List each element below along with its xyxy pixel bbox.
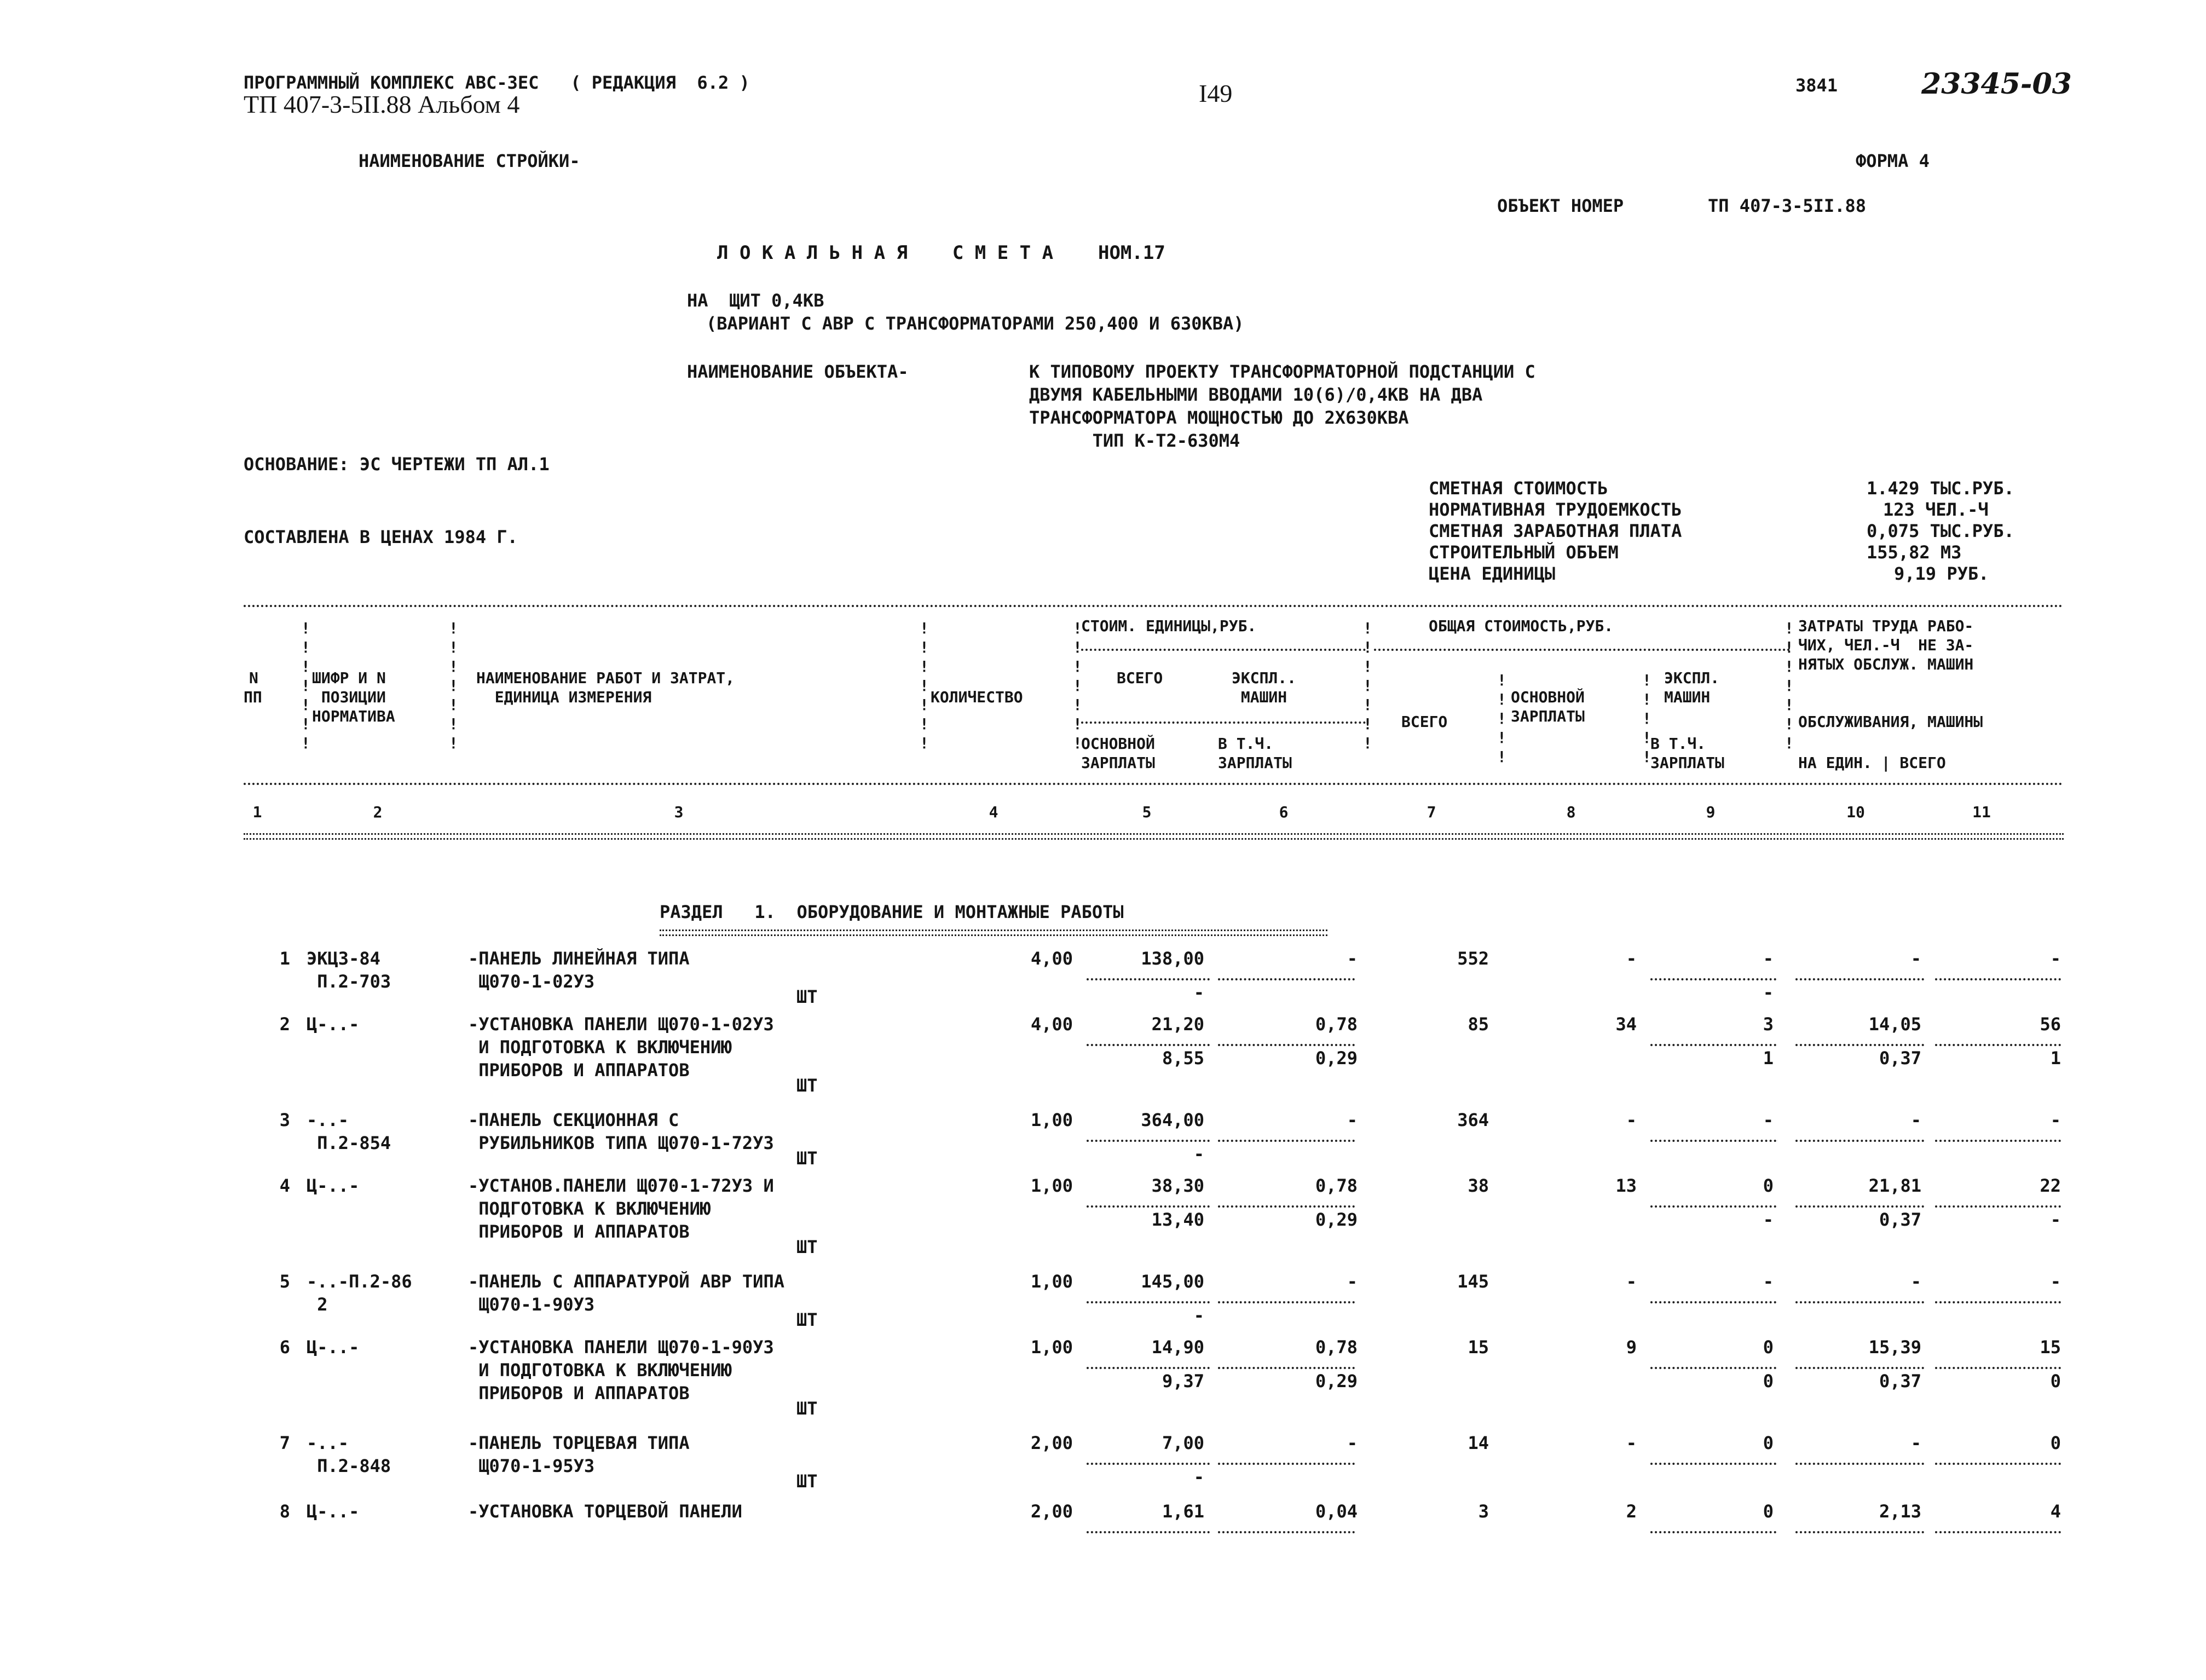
summary-label: НОРМАТИВНАЯ ТРУДОЕМКОСТЬ: [1429, 499, 1682, 520]
row-total: 14: [1468, 1433, 1489, 1453]
row-labor-unit: -: [1910, 1110, 1921, 1130]
row-total: 364: [1457, 1110, 1489, 1130]
row-labor-unit-wages: 0,37: [1879, 1048, 1921, 1069]
row-quantity: 2,00: [1030, 1433, 1073, 1453]
row-labor-total: -: [2050, 948, 2061, 969]
handwritten-number: 23345-03: [1921, 67, 2072, 101]
row-name: -ПАНЕЛЬ С АППАРАТУРОЙ АВР ТИПА: [468, 1271, 784, 1292]
col-number: 2: [373, 803, 383, 821]
row-name: И ПОДГОТОВКА К ВКЛЮЧЕНИЮ: [468, 1360, 732, 1381]
cell-divider-rule: [1650, 1301, 1776, 1303]
row-quantity: 1,00: [1030, 1337, 1073, 1358]
album-line: ТП 407-3-5II.88 Альбом 4: [244, 90, 520, 118]
row-number: 7: [279, 1433, 290, 1453]
row-unit-wages: -: [1193, 982, 1204, 1003]
col2-head-line: НОРМАТИВА: [312, 707, 395, 725]
row-labor-unit: 21,81: [1868, 1175, 1921, 1196]
row-name: Щ070-1-95У3: [468, 1456, 595, 1476]
row-base-wages: -: [1626, 1433, 1637, 1453]
row-labor-unit-wages: 0,37: [1879, 1371, 1921, 1392]
row-unit: ШТ: [796, 1309, 818, 1330]
col2-head-line: ШИФР И N: [312, 669, 386, 687]
row-name: ПРИБОРОВ И АППАРАТОВ: [468, 1383, 690, 1404]
labor-head-line: ЗАТРАТЫ ТРУДА РАБО-: [1798, 617, 1974, 635]
col-number: 11: [1972, 803, 1991, 821]
row-labor-total: 15: [2040, 1337, 2061, 1358]
row-total: 552: [1457, 948, 1489, 969]
cell-divider-rule: [1650, 1531, 1776, 1533]
row-number: 1: [279, 948, 290, 969]
row-unit-machines: 0,78: [1315, 1014, 1358, 1035]
row-unit: ШТ: [796, 1148, 818, 1169]
row-unit-wages: -: [1193, 1144, 1204, 1164]
summary-label: ЦЕНА ЕДИНИЦЫ: [1429, 563, 1556, 584]
header-rule-top: [244, 605, 2064, 607]
cell-divider-rule: [1087, 1531, 1210, 1533]
cell-divider-rule: [1935, 1531, 2061, 1533]
summary-value: 9,19 РУБ.: [1894, 563, 1989, 584]
row-labor-unit: 14,05: [1868, 1014, 1921, 1035]
row-labor-unit: -: [1910, 948, 1921, 969]
row-unit-machines: 0,78: [1315, 1337, 1358, 1358]
cell-divider-rule: [1218, 1140, 1355, 1142]
col9-head-line: ЗАРПЛАТЫ: [1650, 754, 1724, 772]
col6-bottom-head-line: В Т.Ч.: [1218, 735, 1274, 753]
row-unit-machines: -: [1347, 1271, 1358, 1292]
row-unit-machine-wages: 0,29: [1315, 1048, 1358, 1069]
row-base-wages: -: [1626, 1271, 1637, 1292]
col-separator: ! ! ! ! ! ! !: [301, 619, 310, 752]
cell-divider-rule: [1795, 1044, 1924, 1046]
cell-divider-rule: [1087, 1140, 1210, 1142]
cell-divider-rule: [1935, 1044, 2061, 1046]
cell-divider-rule: [1087, 978, 1210, 980]
col-number: 6: [1279, 803, 1289, 821]
row-machines: 0: [1763, 1337, 1774, 1358]
row-machines: 0: [1763, 1433, 1774, 1453]
page-number: I49: [1199, 79, 1233, 107]
row-name: -УСТАНОВ.ПАНЕЛИ Щ070-1-72У3 И: [468, 1175, 774, 1196]
object-number: ТП 407-3-5II.88: [1708, 195, 1866, 216]
col2-head-line: ПОЗИЦИИ: [312, 688, 386, 706]
row-machines: -: [1763, 1110, 1774, 1130]
row-machines: -: [1763, 948, 1774, 969]
cell-divider-rule: [1795, 1463, 1924, 1465]
row-quantity: 2,00: [1030, 1501, 1073, 1522]
col6-bottom-head-line: ЗАРПЛАТЫ: [1218, 754, 1292, 772]
row-code: ЭКЦ3-84: [307, 948, 380, 969]
form-label: ФОРМА 4: [1856, 151, 1930, 171]
header-rule-bottom: [244, 833, 2064, 840]
row-total: 3: [1478, 1501, 1489, 1522]
row-unit-machines: 0,04: [1315, 1501, 1358, 1522]
row-base-wages: 2: [1626, 1501, 1637, 1522]
row-labor-total-wages: 1: [2050, 1048, 2061, 1069]
labor-head-line: ОБСЛУЖИВАНИЯ, МАШИНЫ: [1798, 713, 1983, 731]
row-machine-wages: -: [1763, 1209, 1774, 1230]
row-unit-total: 38,30: [1151, 1175, 1204, 1196]
row-number: 4: [279, 1175, 290, 1196]
col1-head-line: ПП: [244, 688, 262, 706]
row-base-wages: -: [1626, 1110, 1637, 1130]
col8-head-line: ЗАРПЛАТЫ: [1511, 707, 1585, 725]
row-quantity: 4,00: [1030, 948, 1073, 969]
row-quantity: 1,00: [1030, 1271, 1073, 1292]
labor-head-line: НА ЕДИН. | ВСЕГО: [1798, 754, 1946, 772]
row-labor-total-wages: 0: [2050, 1371, 2061, 1392]
cell-divider-rule: [1218, 1205, 1355, 1208]
row-base-wages: 9: [1626, 1337, 1637, 1358]
row-unit: ШТ: [796, 1237, 818, 1257]
estimate-subject: НА ЩИТ 0,4КВ: [687, 290, 824, 311]
row-unit-total: 145,00: [1141, 1271, 1204, 1292]
cell-divider-rule: [1218, 1044, 1355, 1046]
col-separator: ! ! ! ! ! ! !: [1073, 619, 1082, 752]
row-unit-total: 21,20: [1151, 1014, 1204, 1035]
row-unit-machines: -: [1347, 1433, 1358, 1453]
col-number: 5: [1142, 803, 1152, 821]
cell-divider-rule: [1935, 1463, 2061, 1465]
cell-divider-rule: [1218, 1531, 1355, 1533]
unit-cost-rule: [1081, 649, 1366, 651]
col8-head-line: ОСНОВНОЙ: [1511, 688, 1585, 706]
row-labor-unit: 2,13: [1879, 1501, 1921, 1522]
basis-line: ОСНОВАНИЕ: ЭС ЧЕРТЕЖИ ТП АЛ.1: [244, 454, 550, 475]
row-code: Ц-..-: [307, 1501, 360, 1522]
object-number-label: ОБЪЕКТ НОМЕР: [1497, 195, 1624, 216]
cell-divider-rule: [1935, 1301, 2061, 1303]
col6-top-head-line: МАШИН: [1232, 688, 1287, 706]
row-code: П.2-854: [307, 1133, 391, 1153]
row-labor-unit: -: [1910, 1271, 1921, 1292]
row-code: 2: [307, 1294, 328, 1315]
row-number: 2: [279, 1014, 290, 1035]
col4-head: КОЛИЧЕСТВО: [931, 688, 1023, 706]
cell-divider-rule: [1935, 1140, 2061, 1142]
code-number: 3841: [1795, 75, 1838, 96]
row-name: ПРИБОРОВ И АППАРАТОВ: [468, 1060, 690, 1081]
row-machines: 0: [1763, 1175, 1774, 1196]
col5-bottom-head-line: ЗАРПЛАТЫ: [1081, 754, 1155, 772]
row-number: 6: [279, 1337, 290, 1358]
row-number: 8: [279, 1501, 290, 1522]
row-machines: -: [1763, 1271, 1774, 1292]
col3-head-line: ЕДИНИЦА ИЗМЕРЕНИЯ: [476, 688, 652, 706]
row-unit-machine-wages: 0,29: [1315, 1371, 1358, 1392]
row-unit-wages: 9,37: [1162, 1371, 1204, 1392]
row-unit-wages: 13,40: [1151, 1209, 1204, 1230]
cell-divider-rule: [1650, 1140, 1776, 1142]
row-labor-unit-wages: 0,37: [1879, 1209, 1921, 1230]
total-cost-head: ОБЩАЯ СТОИМОСТЬ,РУБ.: [1429, 617, 1614, 635]
row-base-wages: 34: [1615, 1014, 1637, 1035]
row-quantity: 4,00: [1030, 1014, 1073, 1035]
header-rule-mid: [244, 783, 2064, 785]
col7-head: ВСЕГО: [1401, 713, 1448, 731]
cell-divider-rule: [1935, 1205, 2061, 1208]
unit-cost-head: СТОИМ. ЕДИНИЦЫ,РУБ.: [1081, 617, 1257, 635]
row-name: -УСТАНОВКА ПАНЕЛИ Щ070-1-02У3: [468, 1014, 774, 1035]
row-name: -ПАНЕЛЬ ЛИНЕЙНАЯ ТИПА: [468, 948, 690, 969]
program-line: ПРОГРАММНЫЙ КОМПЛЕКС АВС-3ЕС ( РЕДАКЦИЯ 6.2 ): [244, 72, 750, 93]
row-total: 38: [1468, 1175, 1489, 1196]
col5-bottom-head-line: ОСНОВНОЙ: [1081, 735, 1155, 753]
col3-head-line: НАИМЕНОВАНИЕ РАБОТ И ЗАТРАТ,: [476, 669, 735, 687]
summary-label: СМЕТНАЯ ЗАРАБОТНАЯ ПЛАТА: [1429, 521, 1682, 541]
row-unit-total: 1,61: [1162, 1501, 1204, 1522]
row-code: Ц-..-: [307, 1014, 360, 1035]
object-line-2: ДВУМЯ КАБЕЛЬНЫМИ ВВОДАМИ 10(6)/0,4КВ НА ДВА: [1029, 384, 1483, 405]
row-machines: 0: [1763, 1501, 1774, 1522]
cell-divider-rule: [1087, 1044, 1210, 1046]
summary-label: СТРОИТЕЛЬНЫЙ ОБЪЕМ: [1429, 542, 1619, 563]
col-number: 3: [674, 803, 684, 821]
col9-head-line: ЭКСПЛ.: [1664, 669, 1720, 687]
row-machine-wages: -: [1763, 982, 1774, 1003]
row-labor-total: 0: [2050, 1433, 2061, 1453]
cell-divider-rule: [1795, 1205, 1924, 1208]
section-title: РАЗДЕЛ 1. ОБОРУДОВАНИЕ И МОНТАЖНЫЕ РАБОТЫ: [660, 902, 1124, 922]
cell-divider-rule: [1935, 978, 2061, 980]
row-machines: 3: [1763, 1014, 1774, 1035]
cell-divider-rule: [1218, 1301, 1355, 1303]
col-number: 1: [252, 803, 262, 821]
summary-label: СМЕТНАЯ СТОИМОСТЬ: [1429, 478, 1608, 499]
row-labor-total: 56: [2040, 1014, 2061, 1035]
row-unit-total: 364,00: [1141, 1110, 1204, 1130]
cell-divider-rule: [1218, 1367, 1355, 1369]
cell-divider-rule: [1218, 1463, 1355, 1465]
object-line-4: ТИП К-Т2-630М4: [1029, 430, 1240, 451]
col-separator: ! ! ! ! ! ! !: [920, 619, 929, 752]
cell-divider-rule: [1650, 1205, 1776, 1208]
row-name: -ПАНЕЛЬ СЕКЦИОННАЯ С: [468, 1110, 679, 1130]
cell-divider-rule: [1087, 1367, 1210, 1369]
prices-line: СОСТАВЛЕНА В ЦЕНАХ 1984 Г.: [244, 527, 518, 547]
col-number: 4: [989, 803, 998, 821]
total-cost-rule: [1374, 649, 1790, 651]
col1-head-line: N: [249, 669, 258, 687]
construction-name-label: НАИМЕНОВАНИЕ СТРОЙКИ-: [359, 151, 580, 171]
row-labor-unit: -: [1910, 1433, 1921, 1453]
cell-divider-rule: [1795, 1301, 1924, 1303]
row-labor-total-wages: -: [2050, 1209, 2061, 1230]
row-code: П.2-848: [307, 1456, 391, 1476]
col6-top-head-line: ЭКСПЛ..: [1232, 669, 1297, 687]
col-number: 7: [1427, 803, 1436, 821]
cell-divider-rule: [1795, 1140, 1924, 1142]
row-base-wages: -: [1626, 948, 1637, 969]
object-line-1: К ТИПОВОМУ ПРОЕКТУ ТРАНСФОРМАТОРНОЙ ПОДСТАНЦИИ С: [1029, 361, 1535, 382]
summary-value: 0,075 ТЫС.РУБ.: [1867, 521, 2014, 541]
row-labor-total: 22: [2040, 1175, 2061, 1196]
row-code: Ц-..-: [307, 1337, 360, 1358]
summary-value: 1.429 ТЫС.РУБ.: [1867, 478, 2014, 499]
row-quantity: 1,00: [1030, 1110, 1073, 1130]
col5-top-head: ВСЕГО: [1117, 669, 1163, 687]
row-name: И ПОДГОТОВКА К ВКЛЮЧЕНИЮ: [468, 1037, 732, 1058]
row-code: П.2-703: [307, 971, 391, 992]
col9-head-line: В Т.Ч.: [1650, 735, 1706, 753]
cell-divider-rule: [1795, 978, 1924, 980]
row-total: 15: [1468, 1337, 1489, 1358]
row-name: -ПАНЕЛЬ ТОРЦЕВАЯ ТИПА: [468, 1433, 690, 1453]
col-separator: ! ! ! ! ! ! !: [1363, 619, 1372, 752]
row-unit-wages: -: [1193, 1467, 1204, 1487]
cell-divider-rule: [1935, 1367, 2061, 1369]
cell-divider-rule: [1087, 1205, 1210, 1208]
row-unit-machines: -: [1347, 948, 1358, 969]
row-unit: ШТ: [796, 986, 818, 1007]
cell-divider-rule: [1087, 1463, 1210, 1465]
row-quantity: 1,00: [1030, 1175, 1073, 1196]
col9-head-line: МАШИН: [1664, 688, 1711, 706]
col-number: 10: [1846, 803, 1865, 821]
row-number: 5: [279, 1271, 290, 1292]
row-name: ПОДГОТОВКА К ВКЛЮЧЕНИЮ: [468, 1198, 711, 1219]
object-name-label: НАИМЕНОВАНИЕ ОБЪЕКТА-: [687, 361, 909, 382]
cell-divider-rule: [1650, 1463, 1776, 1465]
row-code: -..-: [307, 1433, 349, 1453]
col-number: 8: [1566, 803, 1576, 821]
col-separator: ! ! ! ! ! ! !: [1785, 619, 1794, 752]
row-unit: ШТ: [796, 1471, 818, 1492]
unit-cost-mid-rule: [1081, 721, 1366, 724]
row-unit: ШТ: [796, 1075, 818, 1096]
row-number: 3: [279, 1110, 290, 1130]
row-name: ПРИБОРОВ И АППАРАТОВ: [468, 1221, 690, 1242]
row-unit-total: 7,00: [1162, 1433, 1204, 1453]
cell-divider-rule: [1795, 1367, 1924, 1369]
col-number: 9: [1706, 803, 1716, 821]
cell-divider-rule: [1650, 978, 1776, 980]
row-base-wages: 13: [1615, 1175, 1637, 1196]
row-name: -УСТАНОВКА ТОРЦЕВОЙ ПАНЕЛИ: [468, 1501, 742, 1522]
cell-divider-rule: [1650, 1044, 1776, 1046]
col-separator: ! ! ! ! ! ! !: [449, 619, 458, 752]
cell-divider-rule: [1087, 1301, 1210, 1303]
row-code: Ц-..-: [307, 1175, 360, 1196]
row-total: 145: [1457, 1271, 1489, 1292]
row-labor-total: -: [2050, 1271, 2061, 1292]
cell-divider-rule: [1650, 1367, 1776, 1369]
row-machine-wages: 0: [1763, 1371, 1774, 1392]
row-name: Щ070-1-02У3: [468, 971, 595, 992]
col-separator: ! ! ! ! !: [1497, 671, 1506, 766]
row-unit-machines: 0,78: [1315, 1175, 1358, 1196]
section-underline: [660, 930, 1327, 936]
row-unit-total: 14,90: [1151, 1337, 1204, 1358]
labor-head-line: НЯТЫХ ОБСЛУЖ. МАШИН: [1798, 655, 1974, 673]
row-name: Щ070-1-90У3: [468, 1294, 595, 1315]
row-name: РУБИЛЬНИКОВ ТИПА Щ070-1-72У3: [468, 1133, 774, 1153]
row-labor-total: -: [2050, 1110, 2061, 1130]
cell-divider-rule: [1795, 1531, 1924, 1533]
summary-value: 123 ЧЕЛ.-Ч: [1883, 499, 1989, 520]
row-labor-total: 4: [2050, 1501, 2061, 1522]
row-unit-wages: 8,55: [1162, 1048, 1204, 1069]
estimate-title: Л О К А Л Ь Н А Я С М Е Т А НОМ.17: [717, 242, 1165, 264]
row-unit: ШТ: [796, 1398, 818, 1419]
row-unit-machines: -: [1347, 1110, 1358, 1130]
row-code: -..-П.2-86: [307, 1271, 412, 1292]
object-line-3: ТРАНСФОРМАТОРА МОЩНОСТЬЮ ДО 2Х630КВА: [1029, 407, 1409, 428]
row-total: 85: [1468, 1014, 1489, 1035]
cell-divider-rule: [1218, 978, 1355, 980]
estimate-variant: (ВАРИАНТ С АВР С ТРАНСФОРМАТОРАМИ 250,400 И 630КВА): [706, 313, 1244, 334]
col-separator: ! ! ! ! !: [1642, 671, 1651, 766]
row-machine-wages: 1: [1763, 1048, 1774, 1069]
row-code: -..-: [307, 1110, 349, 1130]
row-name: -УСТАНОВКА ПАНЕЛИ Щ070-1-90У3: [468, 1337, 774, 1358]
row-unit-wages: -: [1193, 1305, 1204, 1326]
row-unit-machine-wages: 0,29: [1315, 1209, 1358, 1230]
summary-value: 155,82 М3: [1867, 542, 1962, 563]
row-unit-total: 138,00: [1141, 948, 1204, 969]
labor-head-line: ЧИХ, ЧЕЛ.-Ч НЕ ЗА-: [1798, 636, 1974, 654]
row-labor-unit: 15,39: [1868, 1337, 1921, 1358]
